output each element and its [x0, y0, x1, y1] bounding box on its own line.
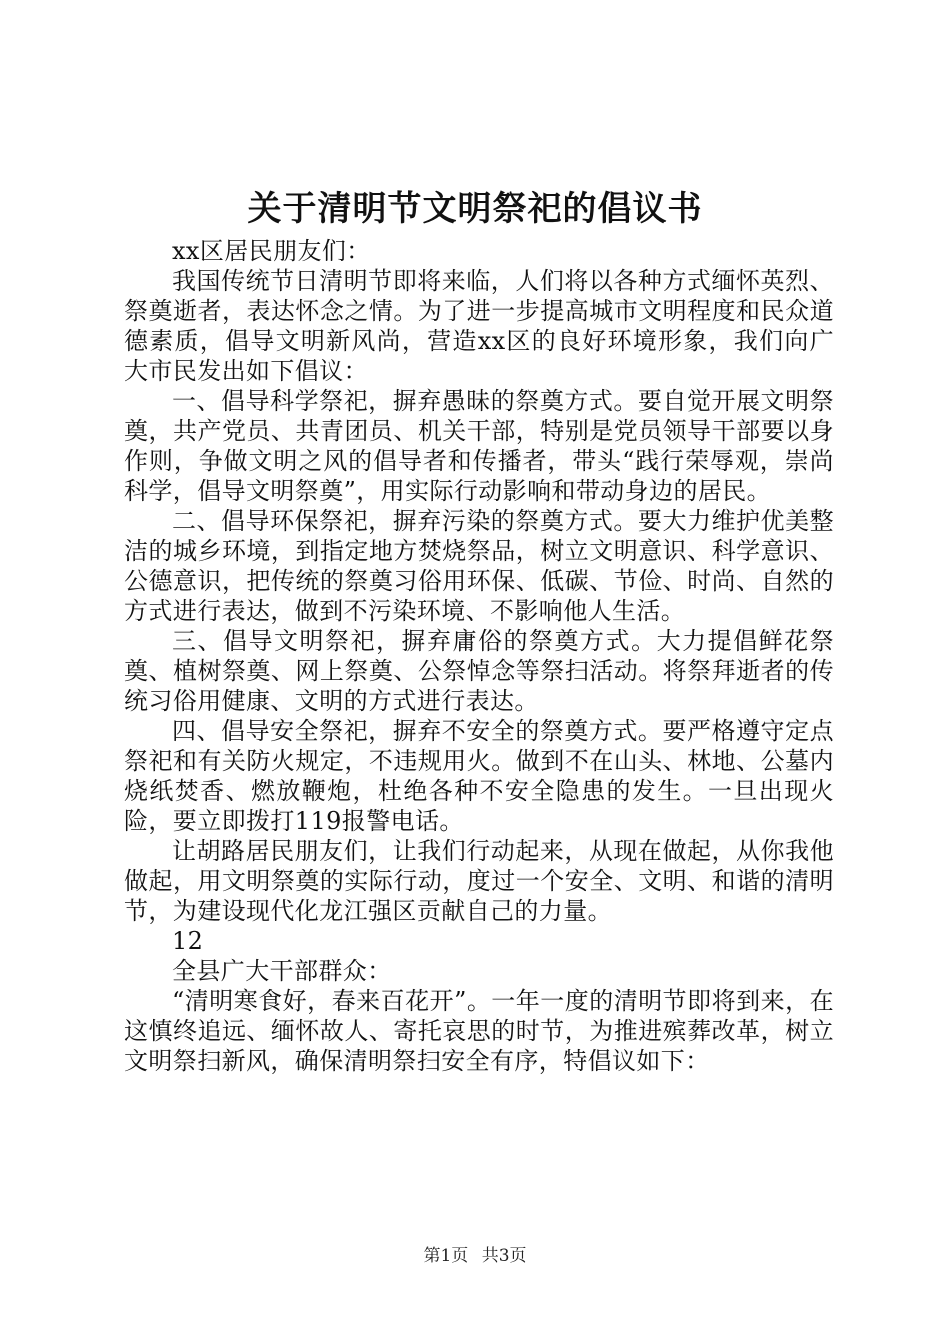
- paragraph-proposal-2: 二、倡导环保祭祀，摒弃污染的祭奠方式。要大力维护优美整洁的城乡环境，到指定地方焚烧祭品，树立文明意识、科学意识、公德意识，把传统的祭奠习俗用环保、低碳、节俭、时尚、自然的方式进行表达，做到不污染环境、不影响他人生活。: [124, 507, 834, 625]
- paragraph-closing: 让胡路居民朋友们，让我们行动起来，从现在做起，从你我他做起，用文明祭奠的实际行动，度过一个安全、文明、和谐的清明节，为建设现代化龙江强区贡献自己的力量。: [124, 837, 834, 925]
- section-number: 12: [172, 927, 204, 955]
- paragraph-intro-2: “清明寒食好，春来百花开”。一年一度的清明节即将到来，在这慎终追远、缅怀故人、寄托哀思的时节，为推进殡葬改革，树立文明祭扫新风，确保清明祭扫安全有序，特倡议如下：: [124, 987, 834, 1075]
- page-total: 共3页: [481, 1246, 527, 1266]
- paragraph-intro: 我国传统节日清明节即将来临，人们将以各种方式缅怀英烈、祭奠逝者，表达怀念之情。为了进一步提高城市文明程度和民众道德素质，倡导文明新风尚，营造xx区的良好环境形象，我们向广大市民发出如下倡议：: [124, 267, 834, 385]
- document-body: [124, 236, 834, 1076]
- paragraph-proposal-1: 一、倡导科学祭祀，摒弃愚昧的祭奠方式。要自觉开展文明祭奠，共产党员、共青团员、机关干部，特别是党员领导干部要以身作则，争做文明之风的倡导者和传播者，带头“践行荣辱观，崇尚科学，倡导文明祭奠”，用实际行动影响和带动身边的居民。: [124, 387, 834, 505]
- page-footer: [0, 1244, 950, 1268]
- salutation-2: 全县广大干部群众：: [172, 957, 392, 985]
- document-title: 关于清明节文明祭祀的倡议书: [247, 189, 703, 229]
- salutation: xx区居民朋友们：: [172, 237, 371, 265]
- page-number: 第1页: [423, 1246, 469, 1266]
- paragraph-proposal-3: 三、倡导文明祭祀，摒弃庸俗的祭奠方式。大力提倡鲜花祭奠、植树祭奠、网上祭奠、公祭悼念等祭扫活动。将祭拜逝者的传统习俗用健康、文明的方式进行表达。: [124, 627, 834, 715]
- paragraph-proposal-4: 四、倡导安全祭祀，摒弃不安全的祭奠方式。要严格遵守定点祭祀和有关防火规定，不违规用火。做到不在山头、林地、公墓内烧纸焚香、燃放鞭炮，杜绝各种不安全隐患的发生。一旦出现火险，要立即拨打119报警电话。: [124, 717, 834, 835]
